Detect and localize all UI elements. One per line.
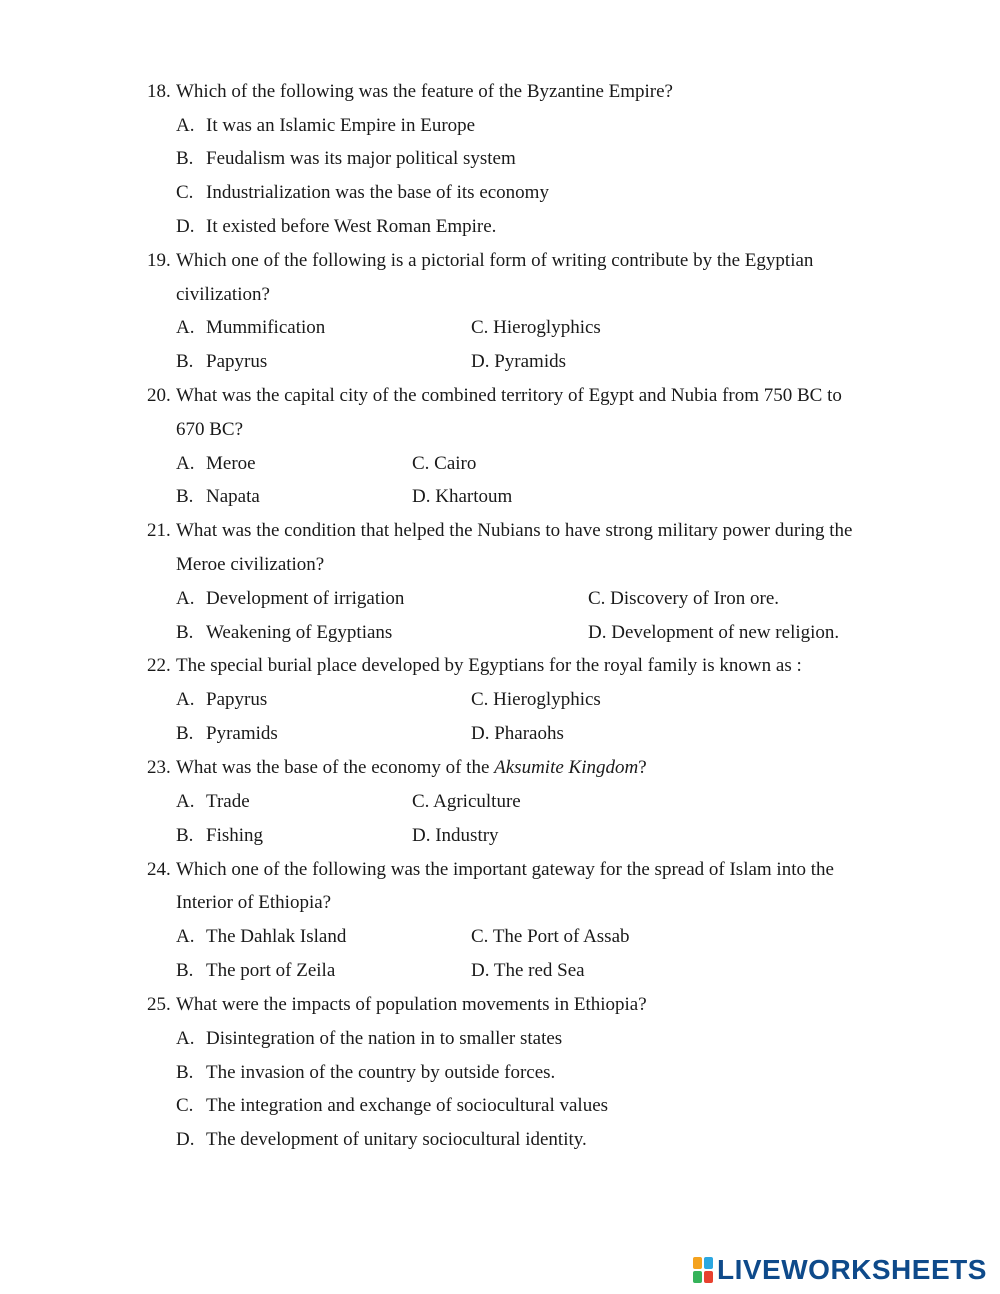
option-letter: A. <box>176 791 195 812</box>
option-a-text[interactable]: Mummification <box>206 317 326 338</box>
question-text: Interior of Ethiopia? <box>176 892 332 913</box>
option-letter: C. <box>176 182 194 203</box>
option-letter: A. <box>176 1028 195 1049</box>
option-row[interactable] <box>0 148 1000 172</box>
option-a-text[interactable]: Papyrus <box>206 689 268 710</box>
question-25 <box>0 994 1000 1018</box>
option-a-text[interactable]: Development of irrigation <box>206 588 405 609</box>
option-b-text[interactable]: Papyrus <box>206 351 268 372</box>
question-18 <box>0 81 1000 105</box>
option-letter: A. <box>176 317 195 338</box>
option-b-text[interactable]: Napata <box>206 486 260 507</box>
question-number: 21. <box>147 520 171 541</box>
option-row <box>0 351 1000 375</box>
question-20-continued <box>0 419 1000 443</box>
question-21-continued <box>0 554 1000 578</box>
option-letter: B. <box>176 723 194 744</box>
option-letter: A. <box>176 453 195 474</box>
option-letter: B. <box>176 960 194 981</box>
option-row <box>0 689 1000 713</box>
question-text: Which one of the following is a pictorial form of writing contribute by the Egyptian <box>176 250 814 271</box>
option-text: Disintegration of the nation in to smaller states <box>206 1028 563 1049</box>
question-19 <box>0 250 1000 274</box>
option-letter: B. <box>176 486 194 507</box>
option-a-text[interactable]: Meroe <box>206 453 256 474</box>
question-24-continued <box>0 892 1000 916</box>
option-d-text[interactable]: D. Pharaohs <box>471 723 564 744</box>
question-20 <box>0 385 1000 409</box>
question-22 <box>0 655 1000 679</box>
option-letter: D. <box>176 216 195 237</box>
option-text: Feudalism was its major political system <box>206 148 516 169</box>
option-letter: B. <box>176 1062 194 1083</box>
option-row <box>0 723 1000 747</box>
question-text: civilization? <box>176 284 270 305</box>
option-text: It existed before West Roman Empire. <box>206 216 497 237</box>
option-d-text[interactable]: D. The red Sea <box>471 960 585 981</box>
kingdom-name: Aksumite Kingdom <box>494 757 639 778</box>
option-letter: A. <box>176 115 195 136</box>
question-24 <box>0 859 1000 883</box>
option-d-text[interactable]: D. Khartoum <box>412 486 513 507</box>
question-19-continued <box>0 284 1000 308</box>
option-row[interactable] <box>0 1095 1000 1119</box>
option-a-text[interactable]: Trade <box>206 791 250 812</box>
option-row <box>0 960 1000 984</box>
option-row <box>0 486 1000 510</box>
option-letter: C. <box>176 1095 194 1116</box>
question-text: The special burial place developed by Egyptians for the royal family is known as : <box>176 655 802 676</box>
liveworksheets-logo-icon <box>693 1257 713 1283</box>
liveworksheets-logo <box>693 1254 987 1286</box>
question-number: 24. <box>147 859 171 880</box>
option-row <box>0 622 1000 646</box>
option-row <box>0 825 1000 849</box>
question-text-part: ? <box>638 757 647 778</box>
option-letter: A. <box>176 926 195 947</box>
question-text: 670 BC? <box>176 419 244 440</box>
question-text: Meroe civilization? <box>176 554 325 575</box>
question-text: Which one of the following was the important gateway for the spread of Islam into the <box>176 859 834 880</box>
question-23 <box>0 757 1000 781</box>
option-row <box>0 453 1000 477</box>
option-row[interactable] <box>0 115 1000 139</box>
option-text: The development of unitary sociocultural identity. <box>206 1129 587 1150</box>
option-row[interactable] <box>0 182 1000 206</box>
option-text: It was an Islamic Empire in Europe <box>206 115 476 136</box>
option-b-text[interactable]: Weakening of Egyptians <box>206 622 393 643</box>
question-number: 25. <box>147 994 171 1015</box>
question-number: 18. <box>147 81 171 102</box>
option-letter: B. <box>176 351 194 372</box>
question-number: 22. <box>147 655 171 676</box>
option-c-text[interactable]: C. Cairo <box>412 453 477 474</box>
option-row[interactable] <box>0 1062 1000 1086</box>
option-row[interactable] <box>0 1129 1000 1153</box>
option-row <box>0 317 1000 341</box>
option-letter: B. <box>176 622 194 643</box>
question-text-part: What was the base of the economy of the <box>176 757 495 778</box>
question-number: 19. <box>147 250 171 271</box>
option-text: Industrialization was the base of its economy <box>206 182 549 203</box>
question-text: What were the impacts of population movements in Ethiopia? <box>176 994 647 1015</box>
question-number: 20. <box>147 385 171 406</box>
option-letter: D. <box>176 1129 195 1150</box>
option-text: The integration and exchange of sociocultural values <box>206 1095 609 1116</box>
option-c-text[interactable]: C. Hieroglyphics <box>471 317 601 338</box>
option-c-text[interactable]: C. Hieroglyphics <box>471 689 601 710</box>
question-text: Which of the following was the feature of the Byzantine Empire? <box>176 81 673 102</box>
option-row <box>0 588 1000 612</box>
option-b-text[interactable]: Pyramids <box>206 723 278 744</box>
option-row[interactable] <box>0 216 1000 240</box>
question-text: What was the condition that helped the Nubians to have strong military power during the <box>176 520 853 541</box>
option-a-text[interactable]: The Dahlak Island <box>206 926 347 947</box>
option-d-text[interactable]: D. Development of new religion. <box>588 622 840 643</box>
question-21 <box>0 520 1000 544</box>
logo-text: LIVEWORKSHEETS <box>717 1254 987 1285</box>
option-b-text[interactable]: The port of Zeila <box>206 960 336 981</box>
question-text: What was the capital city of the combined territory of Egypt and Nubia from 750 BC to <box>176 385 842 406</box>
option-c-text[interactable]: C. The Port of Assab <box>471 926 630 947</box>
option-letter: A. <box>176 689 195 710</box>
option-row <box>0 791 1000 815</box>
option-text: The invasion of the country by outside forces. <box>206 1062 556 1083</box>
option-c-text[interactable]: C. Agriculture <box>412 791 521 812</box>
question-text <box>176 757 647 779</box>
option-row <box>0 926 1000 950</box>
option-d-text[interactable]: D. Pyramids <box>471 351 566 372</box>
question-number: 23. <box>147 757 171 778</box>
option-d-text[interactable]: D. Industry <box>412 825 499 846</box>
option-b-text[interactable]: Fishing <box>206 825 264 846</box>
option-letter: B. <box>176 148 194 169</box>
option-letter: B. <box>176 825 194 846</box>
option-letter: A. <box>176 588 195 609</box>
option-row[interactable] <box>0 1028 1000 1052</box>
option-c-text[interactable]: C. Discovery of Iron ore. <box>588 588 780 609</box>
